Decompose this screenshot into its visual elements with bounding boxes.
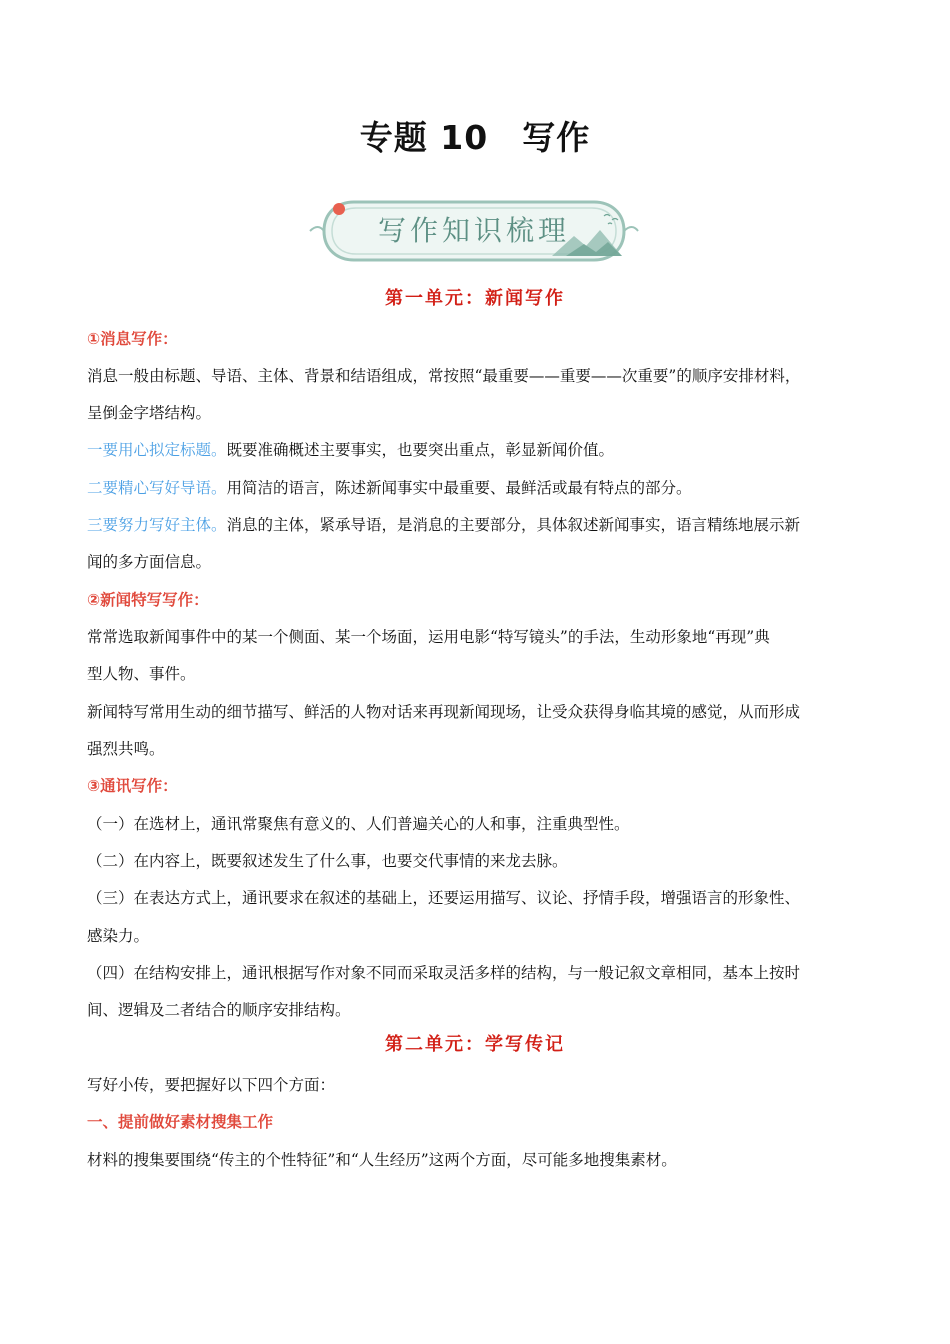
rule1-lead: 一要用心拟定标题。: [87, 441, 227, 459]
unit1-s1-paragraph-line2: 呈倒金字塔结构。: [87, 404, 212, 422]
unit1-s2-paragraph2-line1: 新闻特写常用生动的细节描写、鲜活的人物对话来再现新闻现场，让受众获得身临其境的感觉，从而形成: [87, 703, 801, 721]
unit1-s1-rule3: [87, 515, 867, 535]
unit1-s1-title: ①消息写作：: [87, 330, 178, 348]
rule3-lead: 三要努力写好主体。: [87, 516, 227, 534]
unit1-heading: 第一单元：新闻写作: [385, 288, 565, 309]
unit2-heading: 第二单元：学写传记: [385, 1034, 565, 1055]
section-banner: [304, 190, 644, 272]
unit1-s1-rule3-line2: 闻的多方面信息。: [87, 553, 212, 571]
unit1-s3-item2: （二）在内容上，既要叙述发生了什么事，也要交代事情的来龙去脉。: [87, 852, 568, 870]
banner-title: 写作知识梳理: [377, 214, 570, 247]
unit1-s2-paragraph1-line1: 常常选取新闻事件中的某一个侧面、某一个场面，运用电影“特写镜头”的手法，生动形象地“再现”典: [87, 628, 770, 646]
rule2-lead: 二要精心写好导语。: [87, 479, 227, 497]
unit1-s3-item4-line1: （四）在结构安排上，通讯根据写作对象不同而采取灵活多样的结构，与一般记叙文章相同，基本上按时: [87, 964, 801, 982]
document-title: 专题 10 写作: [359, 118, 591, 157]
rule1-text: 既要准确概述主要事实，也要突出重点，彰显新闻价值。: [226, 441, 615, 459]
unit1-s1-rule2: [87, 478, 867, 498]
unit2-s1-title: 一、提前做好素材搜集工作: [87, 1113, 274, 1131]
unit1-s3-item3-line2: 感染力。: [87, 927, 150, 945]
unit1-s2-paragraph2-line2: 强烈共鸣。: [87, 740, 165, 758]
unit2-s1-text: 材料的搜集要围绕“传主的个性特征”和“人生经历”这两个方面，尽可能多地搜集素材。: [87, 1151, 677, 1169]
rule2-text: 用简洁的语言，陈述新闻事实中最重要、最鲜活或最有特点的部分。: [226, 479, 692, 497]
unit1-s3-item1: （一）在选材上，通讯常聚焦有意义的、人们普遍关心的人和事，注重典型性。: [87, 815, 630, 833]
unit1-s3-title: ③通讯写作：: [87, 777, 178, 795]
unit1-s1-paragraph-line1: 消息一般由标题、导语、主体、背景和结语组成，常按照“最重要——重要——次重要”的顺序安排材料，: [87, 367, 801, 385]
unit2-intro: 写好小传，要把握好以下四个方面：: [87, 1076, 336, 1094]
unit1-s3-item4-line2: 间、逻辑及二者结合的顺序安排结构。: [87, 1001, 351, 1019]
unit1-s3-item3-line1: （三）在表达方式上，通讯要求在叙述的基础上，还要运用描写、议论、抒情手段，增强语言的形象性、: [87, 889, 801, 907]
unit1-s2-title: ②新闻特写写作：: [87, 591, 209, 609]
unit1-s2-paragraph1-line2: 型人物、事件。: [87, 665, 196, 683]
rule3-text: 消息的主体，紧承导语，是消息的主要部分，具体叙述新闻事实，语言精练地展示新: [226, 516, 801, 534]
unit1-s1-rule1: [87, 440, 867, 460]
